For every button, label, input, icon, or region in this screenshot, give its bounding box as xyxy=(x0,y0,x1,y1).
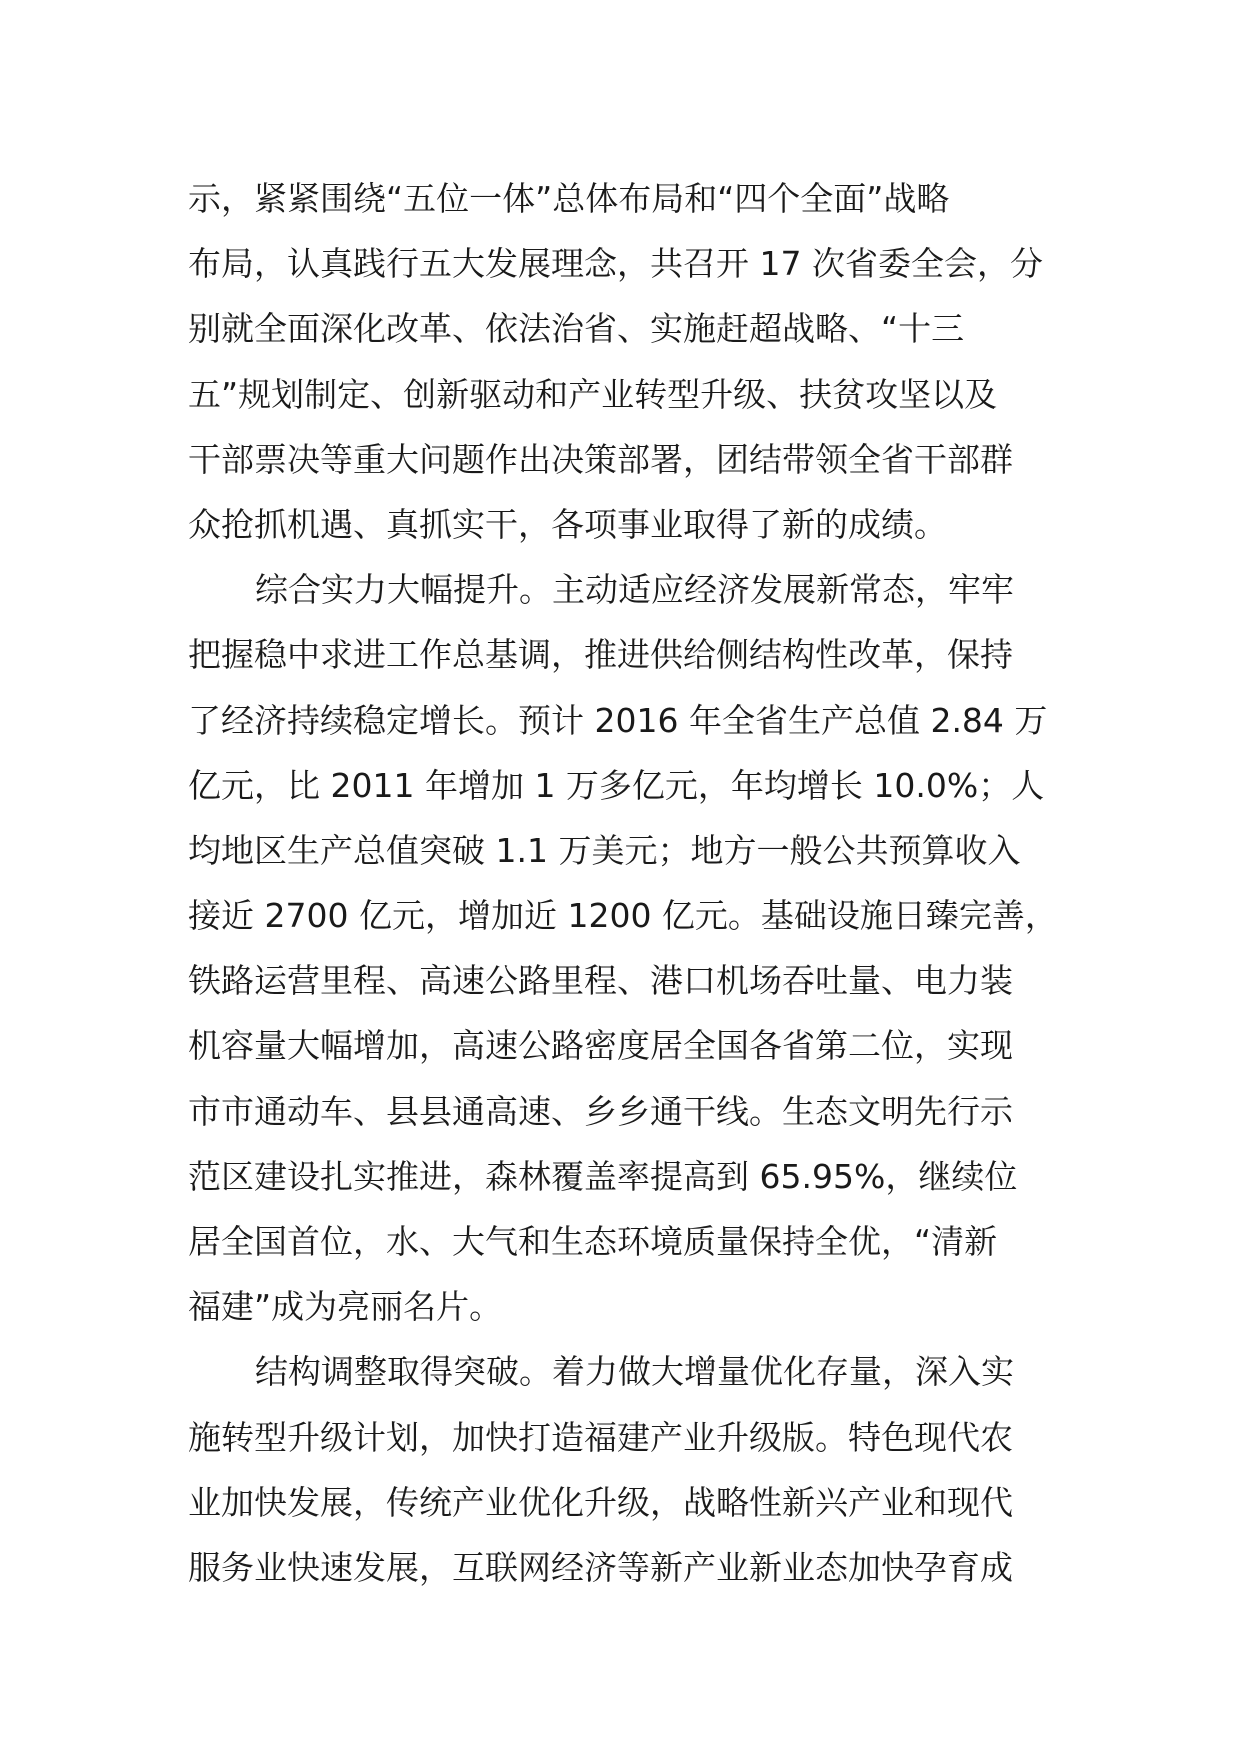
text-line: 示，紧紧围绕“五位一体”总体布局和“四个全面”战略 xyxy=(188,179,950,218)
text-line: 众抢抓机遇、真抓实干，各项事业取得了新的成绩。 xyxy=(188,504,947,544)
text-line: 机容量大幅增加，高速公路密度居全国各省第二位，实现 xyxy=(188,1026,1013,1066)
text-line: 业加快发展，传统产业优化升级，战略性新兴产业和现代 xyxy=(188,1482,1013,1522)
text-line: 接近 2700 亿元，增加近 1200 亿元。基础设施日臻完善， xyxy=(188,896,1058,936)
text-line: 铁路运营里程、高速公路里程、港口机场吞吐量、电力装 xyxy=(188,961,1013,1001)
text-line: 居全国首位，水、大气和生态环境质量保持全优，“清新 xyxy=(188,1222,998,1261)
text-line: 服务业快速发展，互联网经济等新产业新业态加快孕育成 xyxy=(188,1547,1013,1587)
text-line: 了经济持续稳定增长。预计 2016 年全省生产总值 2.84 万 xyxy=(188,700,1048,740)
text-line: 把握稳中求进工作总基调，推进供给侧结构性改革，保持 xyxy=(188,635,1013,675)
text-line: 五”规划制定、创新驱动和产业转型升级、扶贫攻坚以及 xyxy=(188,374,998,414)
text-line: 市市通动车、县县通高速、乡乡通干线。生态文明先行示 xyxy=(188,1091,1013,1131)
paragraph-first-line: 综合实力大幅提升。主动适应经济发展新常态，牢牢 xyxy=(255,570,1014,610)
text-line: 福建”成为亮丽名片。 xyxy=(188,1287,503,1327)
text-line: 别就全面深化改革、依法治省、实施赶超战略、“十三 xyxy=(188,309,965,349)
text-line: 布局，认真践行五大发展理念，共召开 17 次省委全会，分 xyxy=(188,244,1043,284)
text-line: 亿元，比 2011 年增加 1 万多亿元，年均增长 10.0%；人 xyxy=(188,765,1045,805)
text-line: 均地区生产总值突破 1.1 万美元；地方一般公共预算收入 xyxy=(188,830,1021,870)
text-line: 范区建设扎实推进，森林覆盖率提高到 65.95%，继续位 xyxy=(188,1156,1018,1196)
body-text xyxy=(188,166,1068,1600)
text-line: 施转型升级计划，加快打造福建产业升级版。特色现代农 xyxy=(188,1417,1013,1457)
text-line: 干部票决等重大问题作出决策部署，团结带领全省干部群 xyxy=(188,439,1013,479)
paragraph-first-line: 结构调整取得突破。着力做大增量优化存量，深入实 xyxy=(255,1352,1014,1392)
